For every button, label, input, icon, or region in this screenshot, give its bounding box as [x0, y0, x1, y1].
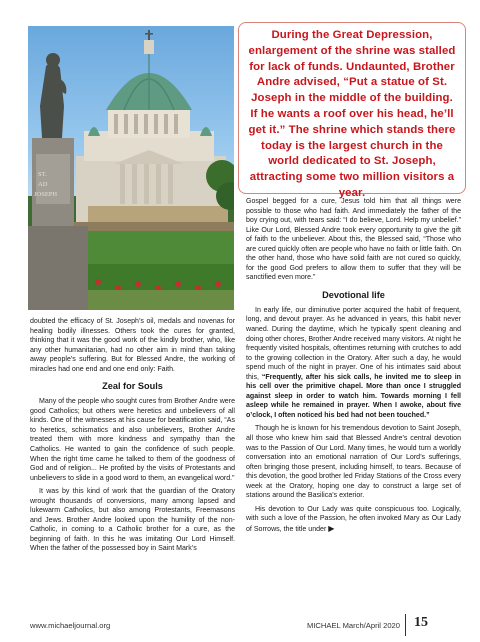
- oratory-photo: [28, 26, 234, 310]
- right-paragraph-4: [246, 505, 461, 535]
- left-paragraph-1: doubted the efficacy of St. Joseph’s oil, medals and novenas for healing bodily illnesses. Others took the cures for granted, thinking that it was the good work of the kindly brother, who, like any other humanitarian, had no other aim in mind than taking away people’s suffering. But for Blessed Andre, the working of miracles had one end and one end only: Faith.: [30, 318, 235, 373]
- statue-inscription-line-2: AD: [38, 181, 48, 188]
- section-heading-devotional-life: Devotional life: [322, 289, 385, 300]
- page-number: 15: [414, 615, 428, 630]
- pullquote-text: During the Great Depression, enlargement of the shrine was stalled for lack of funds. Undaunted, Brother Andre advised, “Put a statue of St. Joseph in the middle of the building. If he wants a roof over his head, he’ll get it.” The shrine which stands there today is the largest church in the world dedicated to St. Joseph, attracting some two million visitors a year.: [248, 29, 456, 199]
- statue-inscription-line-3: JOSEPH: [34, 191, 58, 198]
- right-paragraph-4-text: His devotion to Our Lady was quite conspicuous too. Logically, with such a love of the Passion, he often invoked Mary as Our Lady of Sorrows, the title under: [246, 505, 461, 533]
- right-paragraph-1: Gospel begged for a cure, Jesus told him that all things were possible to those who had faith. And immediately the father of the boy crying out, with tears said: “I do believe, Lord. Help my unbelief.” Like Our Lord, Blessed Andre took every opportunity to give the gift of faith to the unbeliever. About this, the Blessed said, “Those who are cured quickly often are people who have no faith or little faith. On the other hand, those who have solid faith are not cured so quickly, for the good God prefers to allow them to suffer that they will be sanctified even more.”: [246, 198, 461, 282]
- continue-arrow-icon: ▶: [328, 523, 335, 533]
- left-paragraph-3: It was by this kind of work that the guardian of the Oratory wrought thousands of conversions, many among lapsed and lukewarm Catholics, but also among Protestants, Freemasons and Jews. Brother Andre looked upon the humility of the non-Catholic, in coming to a Catholic brother for a cure, as the beginning of faith. In this he was imitating Our Lord Himself. When the father of the possessed boy in Saint Mark’s: [30, 488, 235, 553]
- right-paragraph-2-text: In early life, our diminutive porter acquired the habit of frequent, long, and devout prayer. As he advanced in years, this habit never waned. During the daytime, which he typically spent cleaning and doing other chores, Brother Andre received many visitors. At night he frequently visited hospitals, oftentimes returning with crutches to add to the growing collection in the Oratory. After such a day, he would spend much of the night in prayer. One of his intimates said about this,: [246, 306, 461, 381]
- left-paragraph-2: Many of the people who sought cures from Brother Andre were good Catholics; but others were heretics and unbelievers of all kinds. One of the witnesses at his cause for beatification said, “As to heretics, schismatics and also unbelievers, Brother Andre treated them with more kindness and sympathy than the Catholics. He wanted to gain the confidence of such people. When the right time came he talked to them of the goodness of God and of religion... He profited by the visits of Protestants and unbelievers to slide in a good word to them, an evangelical word.”: [30, 398, 235, 482]
- left-column: [30, 317, 235, 554]
- section-heading-zeal-for-souls: Zeal for Souls: [102, 381, 163, 392]
- footer-website: www.michaeljournal.org: [30, 621, 111, 630]
- statue-inscription-line-1: ST.: [38, 171, 47, 178]
- right-paragraph-2-quote: “Frequently, after his sick calls, he invited me to sleep in his cell over the primitive chapel. More than once I struggled against sleep in order to watch him. Towards morning I fell asleep while he remained in prayer. When I awoke, about five o’clock, I often noticed his bed had not been touched.”: [246, 373, 461, 419]
- right-paragraph-3: Though he is known for his tremendous devotion to Saint Joseph, all those who knew him said that Blessed Andre’s central devotion was to the Passion of Our Lord. Many times, he would turn a worldly conversation into an emotional narration of Our Lord’s sufferings, often bringing those present, including himself, to tears. Because of this devotion, the good brother led Friday Stations of the Cross every week at the Oratory, hoping one day to construct a large set of stations around the Basilica’s exterior.: [246, 425, 461, 500]
- footer-divider: [405, 614, 406, 636]
- footer-issue: MICHAEL March/April 2020: [307, 621, 400, 630]
- right-column: [246, 197, 461, 535]
- pullquote-box: [238, 22, 466, 199]
- right-paragraph-2: [246, 306, 461, 421]
